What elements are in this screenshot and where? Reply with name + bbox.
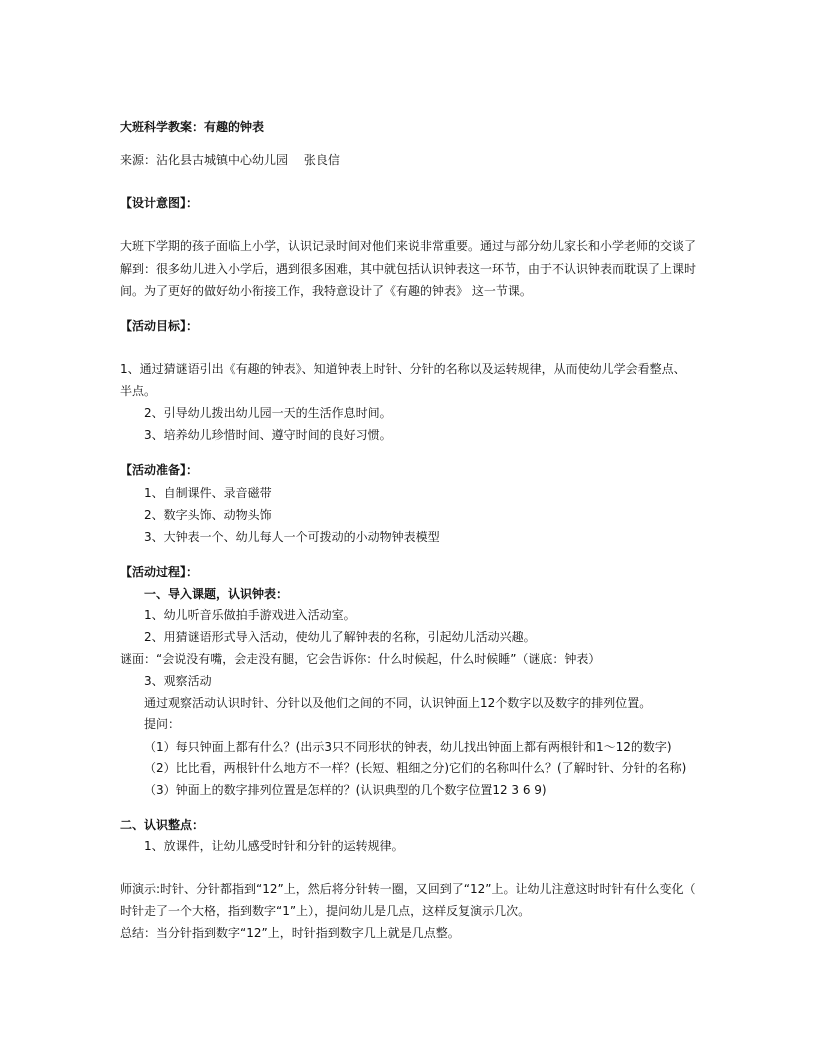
heading-activity-prep: 【活动准备】： <box>120 463 199 477</box>
prep-item-3: 3、大钟表一个、幼儿每人一个可拨动的小动物钟表模型 <box>144 530 440 544</box>
goal-2: 2、引导幼儿拨出幼儿园一天的生活作息时间。 <box>144 406 392 420</box>
question-2: （2）比比看，两根针什么地方不一样？(长短、粗细之分)它们的名称叫什么？(了解时针、分针的名称) <box>144 761 687 775</box>
step-1-title: 一、导入课题，认识钟表： <box>144 587 289 601</box>
design-paragraph-line-2: 解到：很多幼儿进入小学后，遇到很多困难，其中就包括认识钟表这一环节，由于不认识钟表而耽误了上课时 <box>120 262 697 276</box>
source-line: 来源：沾化县古城镇中心幼儿园 张良信 <box>120 153 340 167</box>
goal-1-line-2: 半点。 <box>120 384 157 398</box>
step-1-item-2: 2、用猜谜语形式导入活动，使幼儿了解钟表的名称，引起幼儿活动兴趣。 <box>144 630 536 644</box>
riddle-line: 谜面：“会说没有嘴，会走没有腿，它会告诉你：什么时候起，什么时候睡”（谜底：钟表） <box>120 652 601 666</box>
goal-3: 3、培养幼儿珍惜时间、遵守时间的良好习惯。 <box>144 428 392 442</box>
goal-1-line-1: 1、通过猜谜语引出《有趣的钟表》、知道钟表上时针、分针的名称以及运转规律，从而使幼儿学会看整点、 <box>120 362 686 376</box>
step-1-item-3: 3、观察活动 <box>144 674 212 688</box>
demo-line-1: 师演示:时针、分针都指到“12”上，然后将分针转一圈，又回到了“12”上。让幼儿注意这时时针有什么变化（ <box>120 882 696 896</box>
questions-label: 提问： <box>144 717 181 731</box>
question-3: （3）钟面上的数字排列位置是怎样的？(认识典型的几个数字位置12 3 6 9) <box>144 783 547 797</box>
heading-activity-goals: 【活动目标】： <box>120 319 199 333</box>
question-1: （1）每只钟面上都有什么？(出示3只不同形状的钟表，幼儿找出钟面上都有两根针和1～12的数字) <box>144 740 672 754</box>
step-1-item-1: 1、幼儿听音乐做拍手游戏进入活动室。 <box>144 608 356 622</box>
step-2-title: 二、认识整点： <box>120 818 205 832</box>
summary-line: 总结：当分针指到数字“12”上，时针指到数字几上就是几点整。 <box>120 926 460 940</box>
design-paragraph-line-3: 间。为了更好的做好幼小衔接工作，我特意设计了《有趣的钟表》 这一节课。 <box>120 284 532 298</box>
design-paragraph-line-1: 大班下学期的孩子面临上小学，认识记录时间对他们来说非常重要。通过与部分幼儿家长和小学老师的交谈了 <box>120 239 697 253</box>
document-title: 大班科学教案：有趣的钟表 <box>120 120 265 134</box>
step-2-item-1: 1、放课件，让幼儿感受时针和分针的运转规律。 <box>144 839 404 853</box>
observe-paragraph: 通过观察活动认识时针、分针以及他们之间的不同，认识钟面上12个数字以及数字的排列位置。 <box>144 696 652 710</box>
heading-activity-process: 【活动过程】： <box>120 565 199 579</box>
prep-item-2: 2、数字头饰、动物头饰 <box>144 508 272 522</box>
demo-line-2: 时针走了一个大格，指到数字“1”上），提问幼儿是几点，这样反复演示几次。 <box>120 904 531 918</box>
heading-design-intent: 【设计意图】： <box>120 196 199 210</box>
prep-item-1: 1、自制课件、录音磁带 <box>144 486 272 500</box>
